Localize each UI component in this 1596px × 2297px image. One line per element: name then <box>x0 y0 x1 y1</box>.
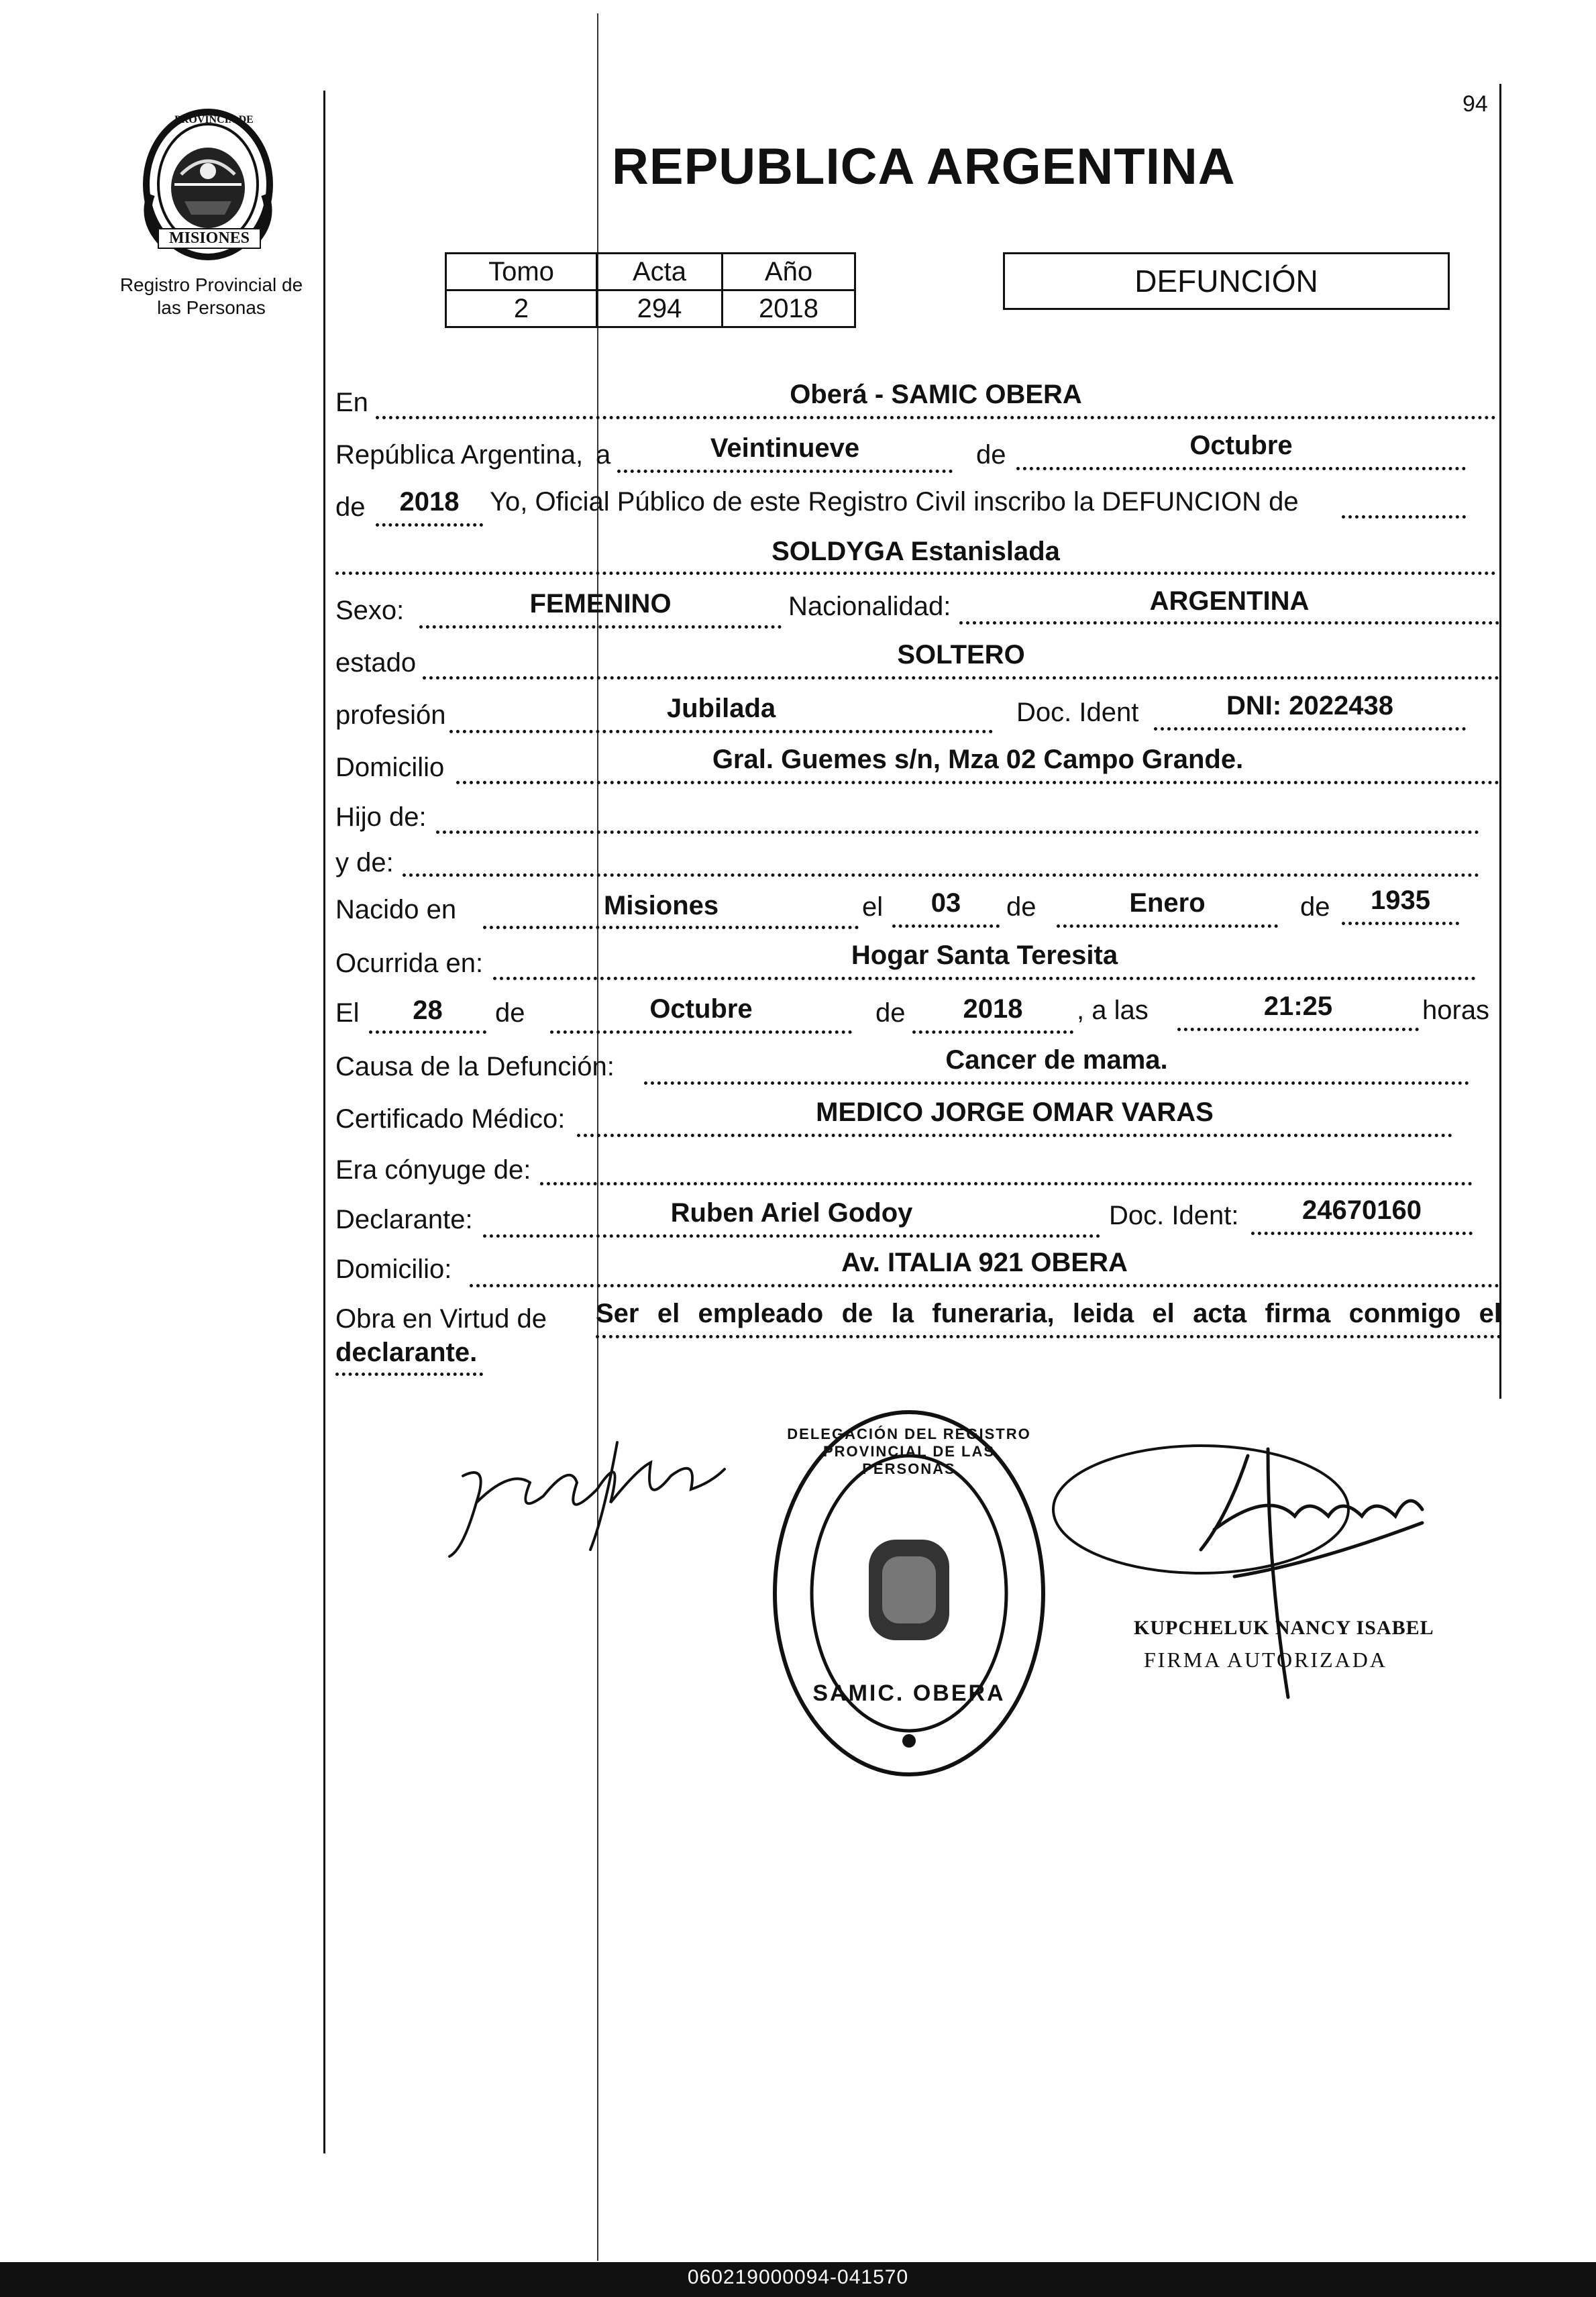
page-number: 94 <box>1462 91 1488 117</box>
death-year-value: 2018 <box>963 994 1023 1024</box>
domicilio-value: Gral. Guemes s/n, Mza 02 Campo Grande. <box>712 745 1244 774</box>
certificado-value: MEDICO JORGE OMAR VARAS <box>816 1098 1214 1127</box>
hijo-de-dotted-line <box>436 831 1479 834</box>
causa-value: Cancer de mama. <box>945 1045 1168 1075</box>
de-label2: de <box>1006 892 1036 922</box>
declarant-signature <box>436 1422 731 1570</box>
estado-value: SOLTERO <box>897 640 1025 670</box>
statement-text: Yo, Oficial Público de este Registro Civil inscribo la DEFUNCION de <box>490 487 1299 517</box>
conyuge-dotted-line <box>540 1182 1473 1185</box>
declarante-label: Declarante: <box>335 1205 473 1234</box>
republic-label: República Argentina, <box>335 440 584 470</box>
obra-label: Obra en Virtud de <box>335 1304 547 1334</box>
death-day-value: 28 <box>413 996 443 1025</box>
right-margin-line <box>1499 84 1501 1399</box>
month-text-value: Octubre <box>1189 431 1293 460</box>
a-las-label: , a las <box>1077 996 1149 1025</box>
nacionalidad-label: Nacionalidad: <box>788 592 951 621</box>
ocurrida-dotted-line <box>493 977 1476 980</box>
estado-dotted-line <box>423 676 1499 680</box>
profesion-label: profesión <box>335 700 446 730</box>
de-label3: de <box>1300 892 1330 922</box>
year-prefix-label: de <box>335 492 366 522</box>
ano-value: 2018 <box>723 290 855 327</box>
scan-fold-line <box>597 13 598 2261</box>
birth-month-value: Enero <box>1129 888 1206 918</box>
registry-table-value-row <box>446 290 855 327</box>
y-de-label: y de: <box>335 848 394 877</box>
obra-dotted-line <box>596 1335 1501 1338</box>
acta-header: Acta <box>597 254 723 290</box>
nacionalidad-value: ARGENTINA <box>1149 586 1310 616</box>
declarante-doc-value: 24670160 <box>1302 1195 1422 1225</box>
official-name-stamp: KUPCHELUK NANCY ISABEL <box>1134 1617 1434 1639</box>
certificado-label: Certificado Médico: <box>335 1104 566 1134</box>
document-type-box: DEFUNCIÓN <box>1003 252 1450 310</box>
causa-label: Causa de la Defunción: <box>335 1052 615 1081</box>
footer-code: 060219000094-041570 <box>687 2266 909 2288</box>
deceased-name-value: SOLDYGA Estanislada <box>772 537 1060 566</box>
de-label4: de <box>495 998 525 1028</box>
birth-month-dotted-line <box>1057 924 1278 928</box>
el-label2: El <box>335 998 360 1028</box>
tomo-value: 2 <box>446 290 597 327</box>
ocurrida-label: Ocurrida en: <box>335 949 484 978</box>
declarante-domicilio-value: Av. ITALIA 921 OBERA <box>841 1248 1128 1277</box>
obra-value: Ser el empleado de la funeraria, leida el acta firma conmigo el <box>596 1299 1501 1328</box>
doc-ident-label: Doc. Ident <box>1016 698 1139 727</box>
registry-name-line1: Registro Provincial de <box>119 274 303 295</box>
domicilio-label2: Domicilio: <box>335 1254 452 1284</box>
death-day-dotted-line <box>369 1030 486 1034</box>
statement-dotted-line <box>1342 515 1466 519</box>
seal-arc-text: DELEGACIÓN DEL REGISTRO PROVINCIAL DE LAS PERSONAS <box>787 1426 1031 1477</box>
obra-value-line2: declarante. <box>335 1338 478 1367</box>
sexo-dotted-line <box>419 625 782 629</box>
logo-text-bottom: MISIONES <box>158 228 261 249</box>
certificado-dotted-line <box>577 1134 1452 1137</box>
logo-text-top: PROVINCIA DE <box>174 114 254 125</box>
birth-year-dotted-line <box>1342 922 1459 925</box>
page-title: REPUBLICA ARGENTINA <box>612 138 1236 195</box>
nacionalidad-dotted-line <box>959 621 1499 625</box>
de-label5: de <box>875 998 906 1028</box>
hijo-de-label: Hijo de: <box>335 802 427 832</box>
seal-bottom-text: SAMIC. OBERA <box>812 1680 1006 1706</box>
declarante-doc-dotted-line <box>1251 1232 1473 1235</box>
official-seal <box>768 1405 1050 1781</box>
year-dotted-line <box>376 523 483 527</box>
official-signature <box>1047 1436 1462 1784</box>
day-text-value: Veintinueve <box>710 433 860 463</box>
acta-value: 294 <box>597 290 723 327</box>
place-value: Oberá - SAMIC OBERA <box>790 380 1082 409</box>
declarante-value: Ruben Ariel Godoy <box>670 1198 913 1228</box>
estado-label: estado <box>335 648 417 678</box>
nacido-en-label: Nacido en <box>335 895 457 924</box>
declarante-dotted-line <box>483 1234 1100 1238</box>
tomo-header: Tomo <box>446 254 597 290</box>
obra-line2-dotted-line <box>335 1373 483 1376</box>
nacido-en-dotted-line <box>483 926 859 929</box>
left-margin-line <box>323 91 325 2153</box>
profesion-value: Jubilada <box>666 694 776 723</box>
causa-dotted-line <box>644 1081 1469 1085</box>
registry-name-line2: las Personas <box>157 297 266 318</box>
day-dotted-line <box>617 470 953 473</box>
sexo-label: Sexo: <box>335 596 405 625</box>
y-de-dotted-line <box>403 873 1479 877</box>
death-month-dotted-line <box>550 1030 852 1034</box>
registry-name <box>101 274 322 319</box>
conyuge-label: Era cónyuge de: <box>335 1155 531 1185</box>
death-time-value: 21:25 <box>1263 992 1333 1021</box>
month-dotted-line <box>1016 467 1466 470</box>
doc-ident-dotted-line <box>1154 727 1466 731</box>
declarante-domicilio-dotted-line <box>470 1284 1499 1287</box>
de-label: de <box>976 440 1006 470</box>
birth-day-value: 03 <box>930 888 961 918</box>
death-time-dotted-line <box>1177 1028 1419 1031</box>
birth-day-dotted-line <box>892 924 1000 928</box>
domicilio-dotted-line <box>456 781 1499 784</box>
en-label: En <box>335 388 368 417</box>
registry-table-header-row <box>446 254 855 290</box>
deceased-name-dotted-line <box>335 572 1496 575</box>
province-emblem <box>138 107 278 262</box>
ocurrida-value: Hogar Santa Teresita <box>851 941 1118 970</box>
el-label: el <box>862 892 884 922</box>
year-value: 2018 <box>399 487 460 517</box>
birth-year-value: 1935 <box>1371 886 1430 915</box>
profesion-dotted-line <box>449 730 993 733</box>
death-year-dotted-line <box>912 1030 1073 1034</box>
doc-ident-value: DNI: 2022438 <box>1226 691 1394 720</box>
ano-header: Año <box>723 254 855 290</box>
registry-table <box>445 252 856 328</box>
doc-ident-label2: Doc. Ident: <box>1109 1201 1239 1230</box>
domicilio-label: Domicilio <box>335 753 445 782</box>
official-role: FIRMA AUTORIZADA <box>1144 1648 1387 1672</box>
sexo-value: FEMENINO <box>529 589 672 619</box>
death-month-value: Octubre <box>649 994 753 1024</box>
horas-label: horas <box>1422 996 1490 1025</box>
nacido-en-value: Misiones <box>604 891 719 920</box>
place-dotted-line <box>376 416 1496 419</box>
a-label: a <box>596 440 611 470</box>
